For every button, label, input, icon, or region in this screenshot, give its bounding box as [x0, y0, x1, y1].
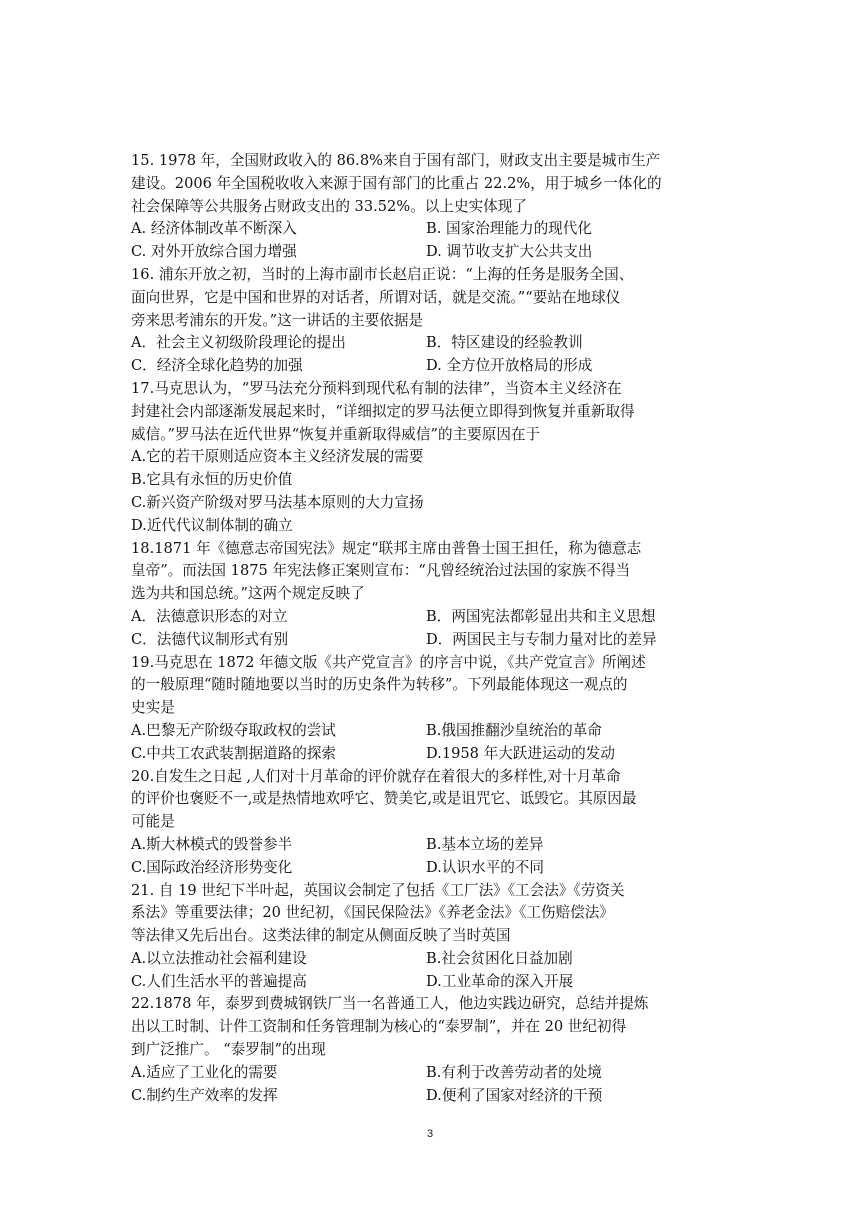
option-row: [131, 720, 731, 743]
option-row: [131, 218, 731, 241]
option-d: D.近代代议制体制的确立: [131, 516, 293, 534]
option-row: [131, 971, 731, 994]
option-row: [131, 743, 731, 766]
option-row: [131, 1085, 731, 1108]
option-d: D. 全方位开放格局的形成: [426, 357, 593, 375]
question-stem-line: 15. 1978 年，全国财政收入的 86.8%来自于国有部门，财政支出主要是城市生产: [131, 152, 661, 169]
option-b: B. 国家治理能力的现代化: [426, 220, 592, 238]
question-stem-line: 旁来思考浦东的开发。”这一讲话的主要依据是: [131, 311, 424, 329]
question-stem-line: 封建社会内部逐渐发展起来时，“详细拟定的罗马法便立即得到恢复并重新取得: [131, 402, 635, 420]
question-16: [131, 264, 731, 378]
question-stem-line: 22.1878 年，泰罗到费城钢铁厂当一名普通工人，他边实践边研究，总结并提炼: [131, 995, 649, 1013]
question-stem-line: 社会保障等公共服务占财政支出的 33.52%。以上史实体现了: [131, 197, 527, 215]
question-18: [131, 538, 731, 652]
option-c: C.人们生活水平的普遍提高: [131, 972, 307, 990]
option-row: [131, 1062, 731, 1085]
question-stem-line: 19.马克思在 1872 年德文版《共产党宣言》的序言中说，《共产党宣言》所阐述: [131, 653, 646, 671]
question-21: [131, 880, 731, 994]
question-17: [131, 378, 731, 538]
option-row: [131, 332, 731, 355]
option-b: B.有利于改善劳动者的处境: [426, 1063, 602, 1081]
option-a: A．社会主义初级阶段理论的提出: [131, 334, 346, 352]
option-c: C. 对外开放综合国力增强: [131, 243, 297, 261]
option-row: [131, 355, 731, 378]
question-stem-line: 史实是: [131, 699, 175, 717]
option-d: D.认识水平的不同: [426, 858, 544, 876]
question-stem-line: 20.自发生之日起 ,人们对十月革命的评价就存在着很大的多样性,对十月革命: [131, 767, 621, 785]
question-stem-line: 等法律又先后出台。这类法律的制定从侧面反映了当时英国: [131, 927, 511, 945]
option-c: C.中共工农武装割据道路的探索: [131, 744, 337, 762]
option-c: C.新兴资产阶级对罗马法基本原则的大力宣扬: [131, 493, 424, 511]
question-20: [131, 766, 731, 880]
option-b: B.它具有永恒的历史价值: [131, 471, 293, 489]
question-stem-line: 17.马克思认为，“罗马法充分预料到现代私有制的法律”，当资本主义经济在: [131, 379, 622, 397]
question-stem-line: 18.1871 年《德意志帝国宪法》规定“联邦主席由普鲁士国王担任，称为德意志: [131, 539, 642, 557]
question-22: [131, 993, 731, 1107]
option-row: [131, 834, 731, 857]
option-a: A.适应了工业化的需要: [131, 1063, 278, 1081]
option-a: A.斯大林模式的毁誉参半: [131, 835, 293, 853]
option-a: A.巴黎无产阶级夺取政权的尝试: [131, 721, 336, 739]
option-d: D．两国民主与专制力量对比的差异: [426, 630, 657, 648]
question-stem-line: 16. 浦东开放之初，当时的上海市副市长赵启正说：“上海的任务是服务全国、: [131, 265, 634, 283]
option-row: [131, 629, 731, 652]
question-stem-line: 系法》等重要法律；20 世纪初，《国民保险法》《养老金法》《工伤赔偿法》: [131, 904, 614, 922]
option-d: D.工业革命的深入开展: [426, 972, 574, 990]
question-stem-line: 的评价也褒贬不一,或是热情地欢呼它、赞美它,或是诅咒它、诋毁它。其原因最: [131, 790, 637, 808]
option-d: D.便利了国家对经济的干预: [426, 1086, 603, 1104]
option-b: B.基本立场的差异: [426, 835, 544, 853]
question-stem-line: 出以工时制、计件工资制和任务管理制为核心的“泰罗制”，并在 20 世纪初得: [131, 1018, 627, 1036]
question-stem-line: 21. 自 19 世纪下半叶起，英国议会制定了包括《工厂法》《工会法》《劳资关: [131, 881, 625, 899]
question-list: [131, 150, 731, 1107]
option-c: C.制约生产效率的发挥: [131, 1086, 278, 1104]
option-d: D. 调节收支扩大公共支出: [426, 243, 593, 261]
option-b: B．特区建设的经验教训: [426, 334, 583, 352]
option-row: [131, 606, 731, 629]
option-c: C．经济全球化趋势的加强: [131, 357, 303, 375]
page-number: 3: [426, 1128, 434, 1140]
question-15: [131, 150, 731, 264]
option-b: B．两国宪法都彰显出共和主义思想: [426, 607, 656, 625]
question-19: [131, 652, 731, 766]
option-a: A.它的若干原则适应资本主义经济发展的需要: [131, 448, 424, 466]
option-row: [131, 857, 731, 880]
option-b: B.社会贫困化日益加剧: [426, 949, 573, 967]
question-stem-line: 的一般原理“随时随地要以当时的历史条件为转移”。下列最能体现这一观点的: [131, 676, 628, 694]
option-b: B.俄国推翻沙皇统治的革命: [426, 721, 602, 739]
option-a: A.以立法推动社会福利建设: [131, 949, 307, 967]
question-stem-line: 选为共和国总统。”这两个规定反映了: [131, 585, 365, 603]
option-c: C．法德代议制形式有别: [131, 630, 289, 648]
option-a: A．法德意识形态的对立: [131, 607, 288, 625]
question-stem-line: 面向世界，它是中国和世界的对话者，所谓对话，就是交流。”“要站在地球仪: [131, 288, 621, 306]
question-stem-line: 威信。”罗马法在近代世界“恢复并重新取得威信”的主要原因在于: [131, 425, 541, 443]
question-stem-line: 建设。2006 年全国税收收入来源于国有部门的比重占 22.2%，用于城乡一体化的: [131, 174, 662, 192]
option-row: [131, 241, 731, 264]
question-stem-line: 可能是: [131, 813, 175, 831]
question-stem-line: 到广泛推广。 “泰罗制”的出现: [131, 1041, 326, 1059]
option-row: [131, 948, 731, 971]
option-c: C.国际政治经济形势变化: [131, 858, 293, 876]
option-a: A. 经济体制改革不断深入: [131, 220, 297, 238]
question-stem-line: 皇帝”。而法国 1875 年宪法修正案则宣布：“凡曾经统治过法国的家族不得当: [131, 562, 631, 580]
option-d: D.1958 年大跃进运动的发动: [426, 744, 615, 762]
